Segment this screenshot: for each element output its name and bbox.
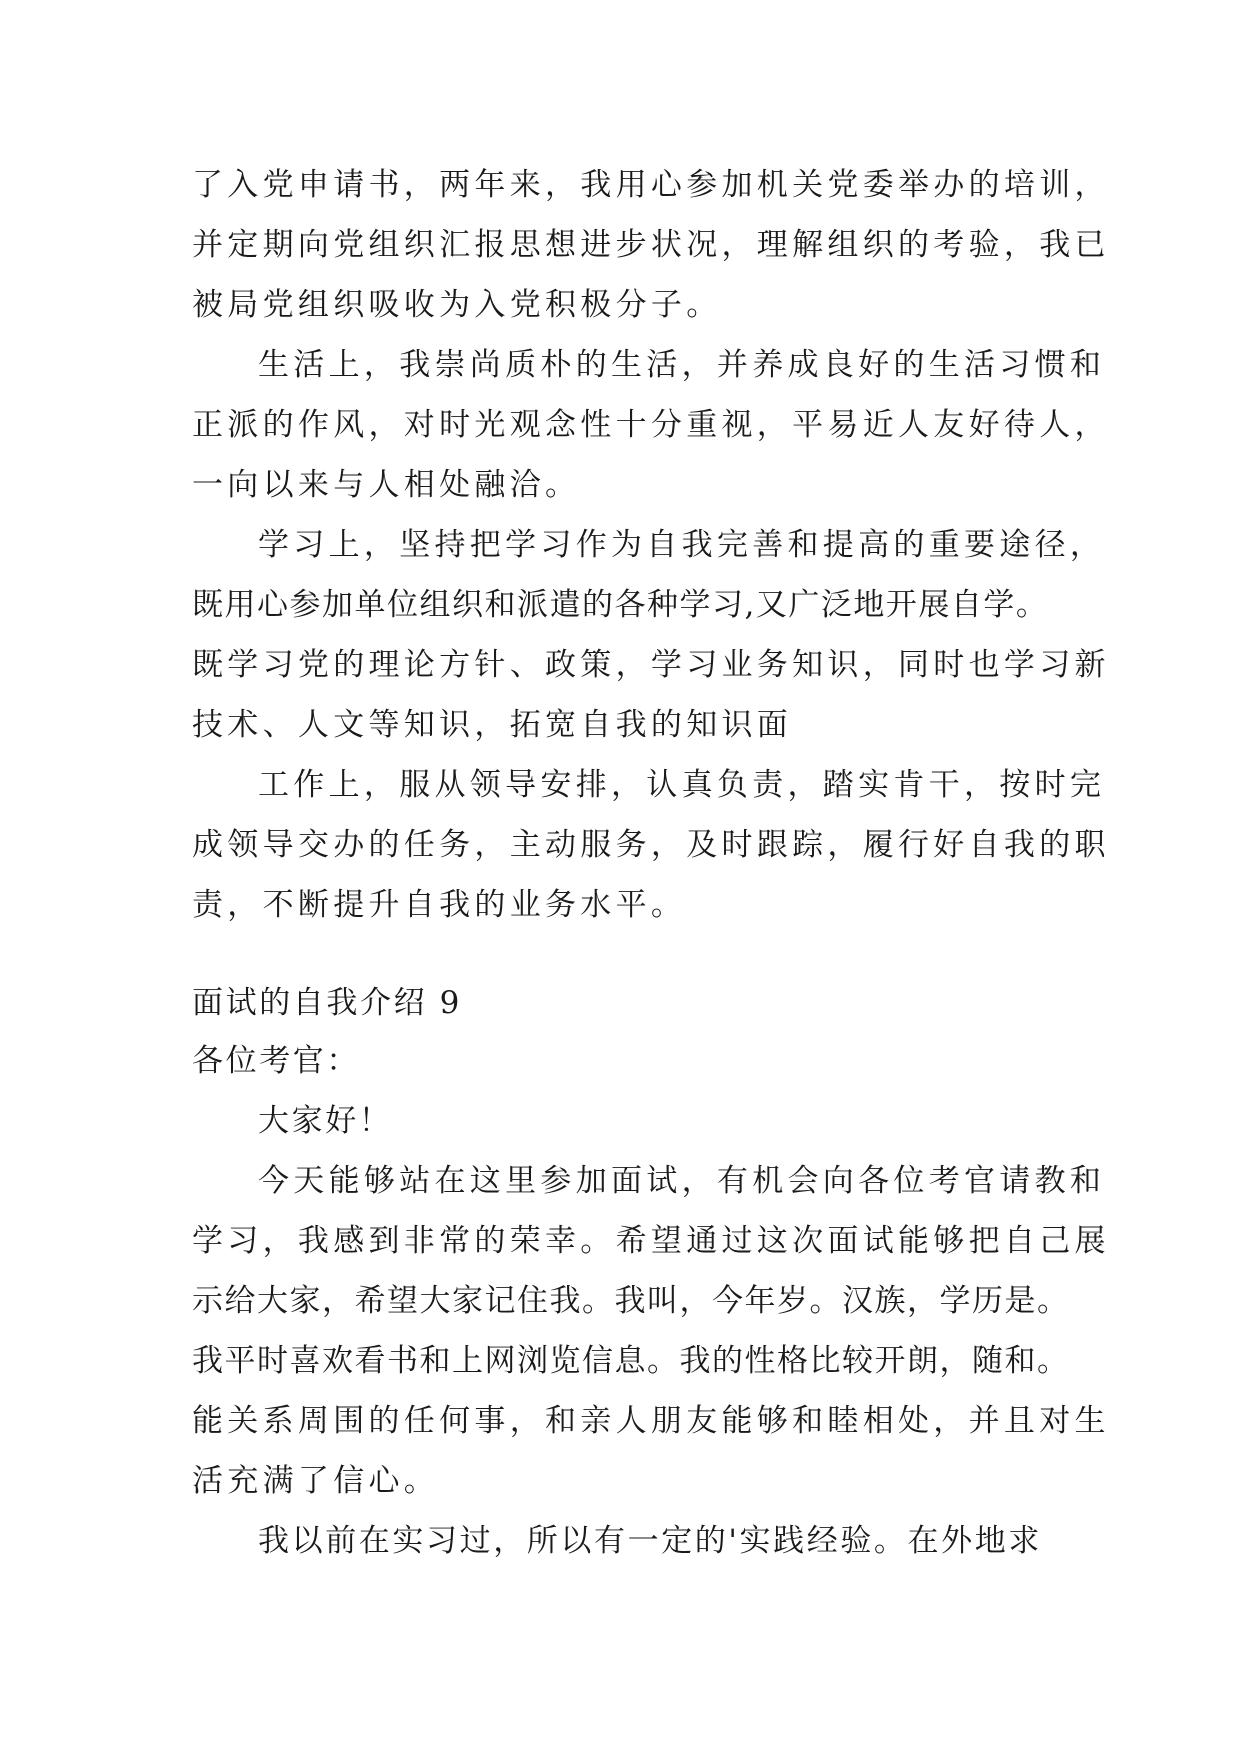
paragraph-line: 示给大家，希望大家记住我。我叫，今年岁。汉族，学历是。 [192, 1283, 1070, 1319]
paragraph-line: 活充满了信心。 [192, 1463, 440, 1499]
section-title: 面试的自我介绍 9 [192, 985, 462, 1021]
paragraph-line: 被局党组织吸收为入党积极分子。 [192, 287, 722, 323]
paragraph-line: 成领导交办的任务，主动服务，及时跟踪，履行好自我的职 [192, 827, 1110, 863]
paragraph-line: 今天能够站在这里参加面试，有机会向各位考官请教和 [258, 1163, 1106, 1199]
paragraph-line: 学习，我感到非常的荣幸。希望通过这次面试能够把自己展 [192, 1223, 1110, 1259]
paragraph-line: 生活上，我崇尚质朴的生活，并养成良好的生活习惯和 [258, 347, 1106, 383]
paragraph-line: 既用心参加单位组织和派遣的各种学习,又广泛地开展自学。 [192, 587, 1049, 623]
paragraph-line: 既学习党的理论方针、政策，学习业务知识，同时也学习新 [192, 647, 1110, 683]
paragraph-line: 正派的作风，对时光观念性十分重视，平易近人友好待人， [192, 407, 1110, 443]
paragraph-line: 一向以来与人相处融洽。 [192, 467, 581, 503]
paragraph-line: 责，不断提升自我的业务水平。 [192, 887, 687, 923]
paragraph-line: 工作上，服从领导安排，认真负责，踏实肯干，按时完 [258, 767, 1106, 803]
paragraph-line: 并定期向党组织汇报思想进步状况，理解组织的考验，我已 [192, 227, 1110, 263]
paragraph-line: 我平时喜欢看书和上网浏览信息。我的性格比较开朗，随和。 [192, 1343, 1070, 1379]
paragraph-line: 我以前在实习过，所以有一定的'实践经验。在外地求 [258, 1523, 1042, 1559]
salutation: 各位考官： [192, 1043, 360, 1079]
paragraph-line: 了入党申请书，两年来，我用心参加机关党委举办的培训， [192, 167, 1110, 203]
paragraph-line: 能关系周围的任何事，和亲人朋友能够和睦相处，并且对生 [192, 1403, 1110, 1439]
paragraph-line: 技术、人文等知识，拓宽自我的知识面 [192, 707, 793, 743]
paragraph-line: 学习上，坚持把学习作为自我完善和提高的重要途径， [258, 527, 1106, 563]
greeting: 大家好！ [258, 1103, 393, 1139]
